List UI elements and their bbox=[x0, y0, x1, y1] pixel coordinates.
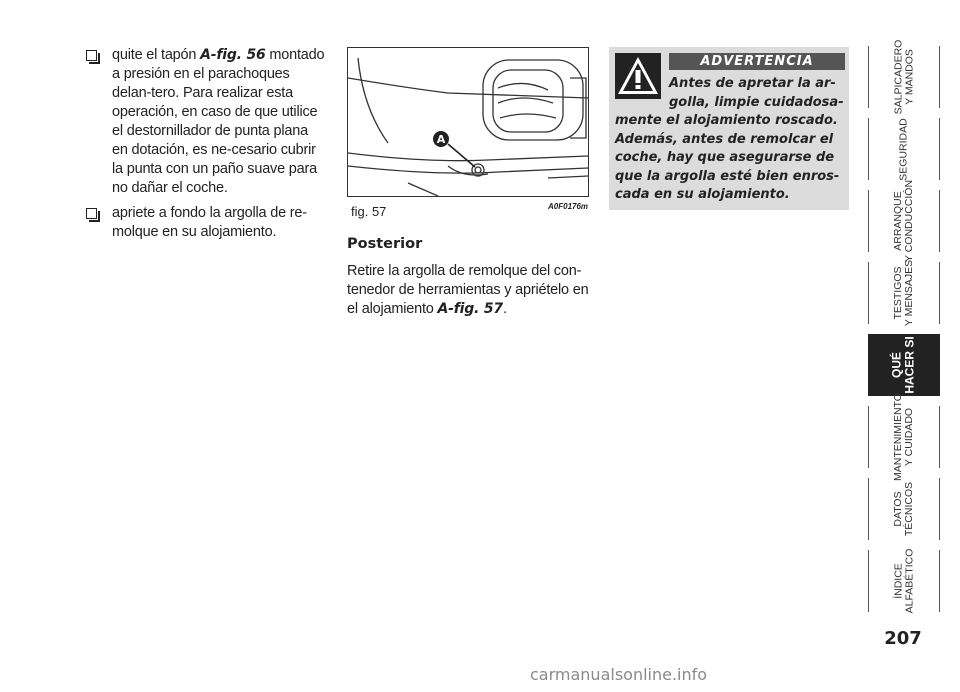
tab-label-line2: TÉCNICOS bbox=[902, 481, 915, 537]
figure-code: A0F0176m bbox=[548, 202, 589, 211]
tab-label-line1: SALPICADERO bbox=[892, 39, 905, 115]
page-number: 207 bbox=[884, 628, 922, 649]
tab-indice[interactable] bbox=[868, 550, 940, 612]
bullet-remove-cap bbox=[86, 46, 326, 198]
figure-57-illustration bbox=[347, 47, 589, 197]
checkbox-bullet-icon bbox=[86, 208, 97, 219]
warning-text-rest: mente el alojamiento roscado. Además, antes de remolcar el coche, hay que asegurarse de que la argolla esté bien enros-cada en su alojamiento. bbox=[615, 113, 840, 202]
tab-label-line2: Y MENSAJES bbox=[902, 259, 915, 327]
checkbox-bullet-icon bbox=[86, 50, 97, 61]
warning-title: ADVERTENCIA bbox=[669, 53, 845, 70]
figure-reference: A-fig. 57 bbox=[437, 301, 503, 317]
rear-text-pre: Retire la argolla de remolque del con-tenedor de herramientas y apriételo en el alojamiento bbox=[347, 263, 589, 317]
tab-label-line2: Y CONDUCCIÓN bbox=[903, 179, 915, 263]
figure-caption: fig. 57 bbox=[351, 204, 387, 219]
bullet-text: apriete a fondo la argolla de re-molque en su alojamiento. bbox=[112, 205, 307, 240]
tab-datos-tecnicos[interactable] bbox=[868, 478, 940, 540]
watermark: carmanualsonline.info bbox=[530, 665, 708, 684]
figure-reference: A-fig. 56 bbox=[200, 47, 266, 63]
rear-paragraph bbox=[347, 262, 591, 319]
bullet-text-post: montado a presión en el parachoques delan-tero. Para realizar esta operación, en caso de que utilice el destornillador de punta plana en dotación, es ne-cesario cubrir la punta con un paño suave para no dañar el coche. bbox=[112, 47, 325, 196]
chapter-tabs bbox=[868, 20, 938, 614]
tab-arranque[interactable] bbox=[868, 179, 940, 263]
tab-mantenimiento[interactable] bbox=[868, 393, 940, 481]
instruction-list bbox=[86, 46, 326, 248]
warning-box bbox=[609, 47, 849, 210]
tab-seguridad[interactable] bbox=[868, 118, 940, 180]
tab-label-line1: TESTIGOS bbox=[891, 266, 904, 320]
warning-text-first: Antes de apretar la ar-golla, limpie cuidadosa- bbox=[669, 76, 844, 110]
section-heading: Posterior bbox=[347, 236, 423, 252]
tab-salpicadero[interactable] bbox=[868, 39, 940, 115]
tab-que-hacer-si[interactable] bbox=[868, 334, 940, 396]
tab-label-line1: MANTENIMIENTO bbox=[892, 393, 904, 481]
bumper-drawing bbox=[348, 48, 588, 196]
tab-label-line1: SEGURIDAD bbox=[897, 117, 910, 181]
tab-label-line2: HACER SI bbox=[903, 336, 917, 394]
bullet-text-pre: quite el tapón bbox=[112, 47, 201, 63]
rear-text-post: . bbox=[502, 301, 507, 317]
tab-label-line1: DATOS bbox=[891, 491, 904, 527]
tab-label-line2: ALFABÉTICO bbox=[903, 548, 915, 614]
callout-letter: A bbox=[436, 133, 446, 146]
tab-label-line2: Y CUIDADO bbox=[903, 407, 915, 467]
tab-label-line1: QUÉ bbox=[890, 352, 904, 379]
tab-label-line1: ÍNDICE bbox=[892, 563, 904, 599]
tab-label-line1: ARRANQUE bbox=[892, 191, 904, 251]
bullet-tighten-eyelet bbox=[86, 204, 326, 242]
tab-label-line2: Y MANDOS bbox=[903, 49, 916, 105]
warning-text bbox=[615, 75, 845, 205]
tab-testigos[interactable] bbox=[868, 259, 940, 327]
